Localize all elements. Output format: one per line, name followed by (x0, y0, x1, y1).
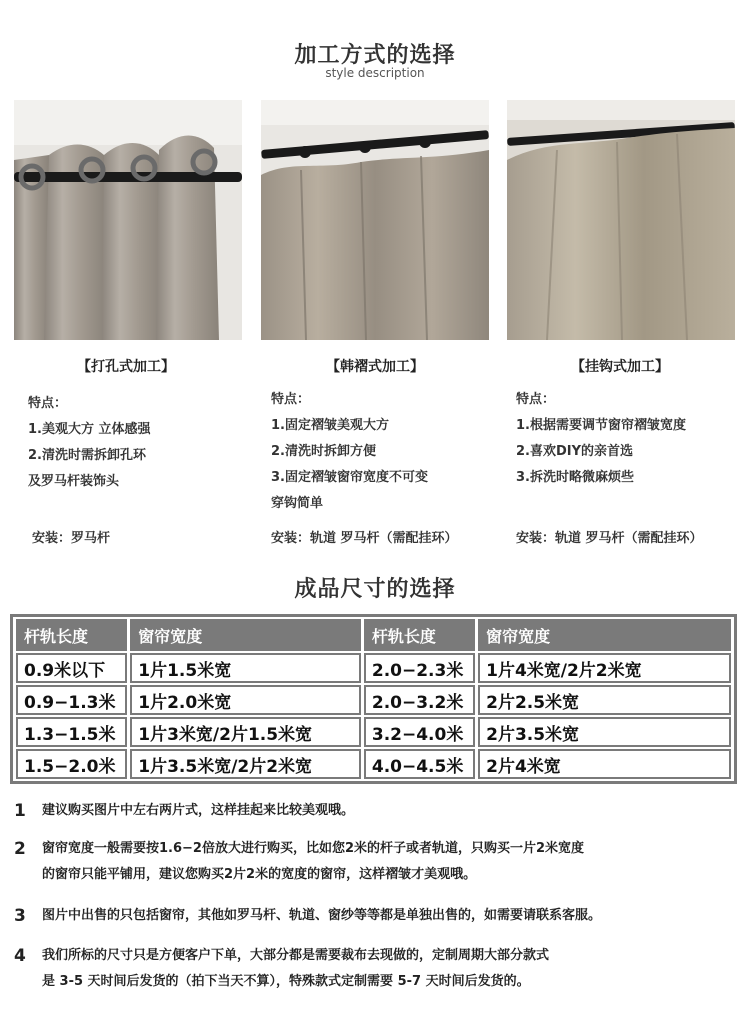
install-grommet: 安装：罗马杆 (32, 531, 111, 546)
features-title: 特点： (28, 396, 68, 411)
note-line: 我们所标的尺寸只是方便客户下单，大部分都是需要裁布去现做的，定制周期大部分款式 (42, 948, 550, 963)
table-cell: 2片4米宽 (478, 749, 731, 779)
header-rod-length: 杆轨长度 (16, 619, 127, 651)
table-row (16, 717, 731, 747)
note-number: 3 (14, 906, 26, 926)
table-cell: 0.9−1.3米 (16, 685, 127, 715)
table-cell: 1片1.5米宽 (130, 653, 361, 683)
size-table (10, 614, 737, 784)
style-section-title: 加工方式的选择 (294, 43, 456, 68)
table-cell: 2片3.5米宽 (478, 717, 731, 747)
hook-curtain-photo (507, 100, 735, 340)
note-number: 2 (14, 839, 26, 859)
feature-item: 及罗马杆装饰头 (28, 474, 120, 489)
note-1 (14, 798, 739, 824)
note-line: 是 3-5 天时间后发货的（拍下当天不算），特殊款式定制需要 5-7 天时间后发货的。 (42, 974, 530, 989)
table-cell: 2.0−3.2米 (364, 685, 475, 715)
features-title: 特点： (516, 392, 556, 407)
feature-item: 1.美观大方 立体感强 (28, 422, 151, 437)
header-curtain-width: 窗帘宽度 (130, 619, 361, 651)
table-cell: 1.3−1.5米 (16, 717, 127, 747)
note-line: 图片中出售的只包括窗帘，其他如罗马杆、轨道、窗纱等等都是单独出售的，如需要请联系客服。 (42, 908, 602, 923)
table-cell: 1片4米宽/2片2米宽 (478, 653, 731, 683)
table-cell: 1片2.0米宽 (130, 685, 361, 715)
note-number: 1 (14, 801, 26, 821)
table-cell: 2.0−2.3米 (364, 653, 475, 683)
note-4 (14, 943, 739, 995)
table-cell: 4.0−4.5米 (364, 749, 475, 779)
table-header-row (16, 619, 731, 651)
note-line: 窗帘宽度一般需要按1.6−2倍放大进行购买，比如您2米的杆子或者轨道，只购买一片2米宽度 (42, 841, 585, 856)
feature-item: 2.清洗时需拆卸孔环 (28, 448, 146, 463)
feature-item: 1.固定褶皱美观大方 (271, 418, 389, 433)
feature-item: 2.喜欢DIY的亲首选 (516, 444, 634, 459)
note-line: 的窗帘只能平铺用，建议您购买2片2米的宽度的窗帘，这样褶皱才美观哦。 (42, 867, 477, 882)
feature-item: 1.根据需要调节窗帘褶皱宽度 (516, 418, 686, 433)
features-pinch-pleat (271, 387, 428, 517)
header-rod-length: 杆轨长度 (364, 619, 475, 651)
feature-item: 3.固定褶皱窗帘宽度不可变 (271, 470, 428, 485)
table-cell: 3.2−4.0米 (364, 717, 475, 747)
caption-hook: 【挂钩式加工】 (571, 359, 669, 375)
table-row (16, 653, 731, 683)
features-grommet (28, 391, 151, 495)
install-hook: 安装：轨道 罗马杆（需配挂环） (516, 531, 703, 546)
note-number: 4 (14, 946, 26, 966)
table-row (16, 685, 731, 715)
note-line: 建议购买图片中左右两片式，这样挂起来比较美观哦。 (42, 803, 355, 818)
pinch-pleat-curtain-photo (261, 100, 489, 340)
caption-grommet: 【打孔式加工】 (77, 359, 175, 375)
table-cell: 1片3.5米宽/2片2米宽 (130, 749, 361, 779)
grommet-curtain-photo (14, 100, 242, 340)
header-curtain-width: 窗帘宽度 (478, 619, 731, 651)
table-cell: 2片2.5米宽 (478, 685, 731, 715)
table-cell: 1片3米宽/2片1.5米宽 (130, 717, 361, 747)
table-cell: 0.9米以下 (16, 653, 127, 683)
feature-item: 2.清洗时拆卸方便 (271, 444, 376, 459)
size-section-title: 成品尺寸的选择 (294, 577, 456, 602)
table-cell: 1.5−2.0米 (16, 749, 127, 779)
install-pinch-pleat: 安装：轨道 罗马杆（需配挂环） (271, 531, 458, 546)
feature-item: 穿钩简单 (271, 496, 324, 511)
style-section-subtitle: style description (325, 66, 425, 80)
note-3 (14, 903, 739, 929)
features-hook (516, 387, 686, 491)
features-title: 特点： (271, 392, 311, 407)
feature-item: 3.拆洗时略微麻烦些 (516, 470, 634, 485)
caption-pinch-pleat: 【韩褶式加工】 (326, 359, 424, 375)
note-2 (14, 836, 739, 888)
table-row (16, 749, 731, 779)
